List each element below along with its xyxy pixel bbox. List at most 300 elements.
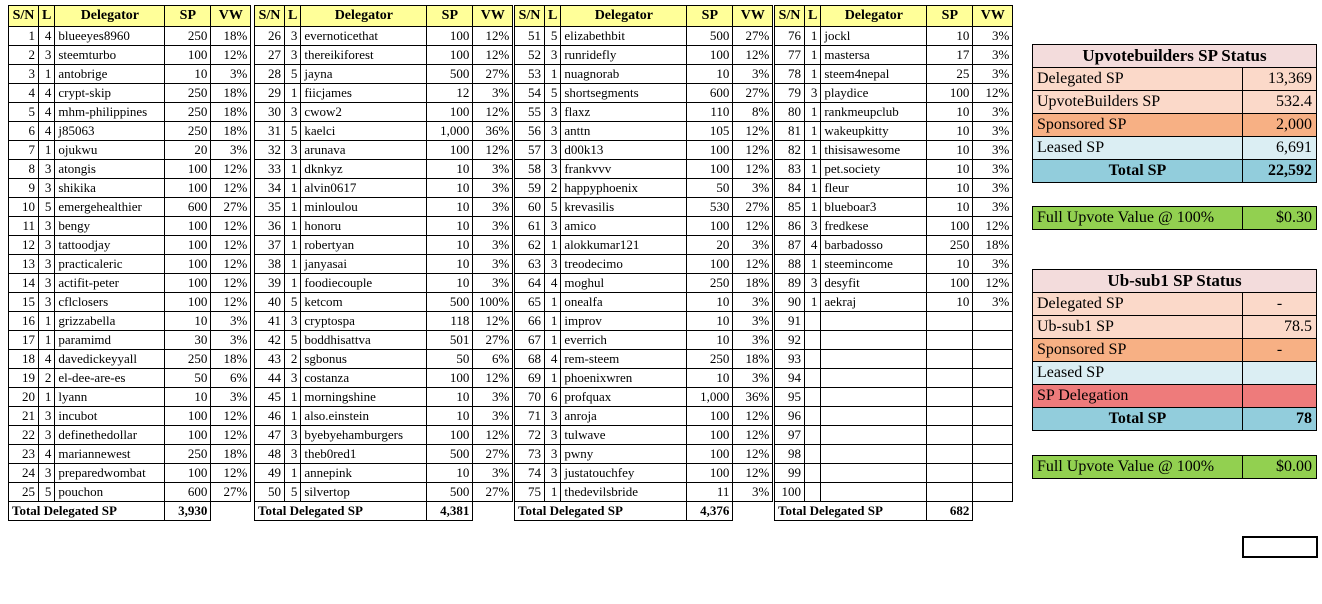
status-value[interactable]: 532.4	[1243, 91, 1317, 114]
table-cell[interactable]: cwow2	[301, 103, 427, 122]
table-cell[interactable]: 1	[805, 293, 821, 312]
table-cell[interactable]: 12	[427, 84, 473, 103]
table-cell[interactable]: 94	[775, 369, 805, 388]
table-cell[interactable]: 18%	[211, 84, 251, 103]
table-cell[interactable]: 50	[165, 369, 211, 388]
table-cell[interactable]: 12%	[211, 217, 251, 236]
table-cell[interactable]: 1	[285, 388, 301, 407]
table-cell[interactable]: 600	[165, 483, 211, 502]
table-cell[interactable]: atongis	[55, 160, 165, 179]
table-cell[interactable]: 12%	[473, 27, 513, 46]
table-cell[interactable]: 4	[39, 122, 55, 141]
table-cell[interactable]	[821, 464, 927, 483]
table-cell[interactable]: 1	[805, 255, 821, 274]
table-cell[interactable]: 4	[39, 103, 55, 122]
status-value[interactable]: 6,691	[1243, 137, 1317, 160]
table-cell[interactable]: 3	[39, 179, 55, 198]
table-cell[interactable]: wakeupkitty	[821, 122, 927, 141]
table-cell[interactable]: 3	[285, 369, 301, 388]
table-cell[interactable]: 1	[805, 198, 821, 217]
table-cell[interactable]: mhm-philippines	[55, 103, 165, 122]
table-cell[interactable]: tulwave	[561, 426, 687, 445]
table-cell[interactable]: 4	[9, 84, 39, 103]
table-cell[interactable]: 1	[285, 198, 301, 217]
table-cell[interactable]: 250	[165, 445, 211, 464]
table-cell[interactable]: 44	[255, 369, 285, 388]
table-cell[interactable]: 30	[255, 103, 285, 122]
table-cell[interactable]: 3	[285, 103, 301, 122]
table-cell[interactable]: 32	[255, 141, 285, 160]
table-cell[interactable]: 27%	[473, 483, 513, 502]
table-cell[interactable]: 27%	[473, 65, 513, 84]
table-cell[interactable]: 3	[545, 217, 561, 236]
table-cell[interactable]: 100	[165, 426, 211, 445]
table-cell[interactable]	[821, 407, 927, 426]
table-cell[interactable]	[973, 445, 1013, 464]
table-cell[interactable]: 27%	[473, 331, 513, 350]
table-cell[interactable]: cryptospa	[301, 312, 427, 331]
table-cell[interactable]: 86	[775, 217, 805, 236]
table-cell[interactable]: 12%	[211, 179, 251, 198]
table-cell[interactable]: 10	[427, 407, 473, 426]
table-cell[interactable]: 5	[285, 331, 301, 350]
table-cell[interactable]: 2	[285, 350, 301, 369]
table-cell[interactable]: 97	[775, 426, 805, 445]
table-cell[interactable]: 1	[545, 236, 561, 255]
table-cell[interactable]: 100	[165, 464, 211, 483]
status-value[interactable]	[1243, 385, 1317, 408]
table-cell[interactable]: 3%	[973, 293, 1013, 312]
table-cell[interactable]	[805, 426, 821, 445]
table-cell[interactable]: 98	[775, 445, 805, 464]
table-cell[interactable]: 3%	[473, 274, 513, 293]
table-cell[interactable]: 5	[285, 122, 301, 141]
table-cell[interactable]: 3%	[973, 103, 1013, 122]
table-cell[interactable]: 12%	[473, 46, 513, 65]
table-cell[interactable]: 100%	[473, 293, 513, 312]
table-cell[interactable]: 100	[165, 217, 211, 236]
table-cell[interactable]: 35	[255, 198, 285, 217]
table-cell[interactable]: 100	[165, 293, 211, 312]
table-cell[interactable]: 95	[775, 388, 805, 407]
table-cell[interactable]: 36%	[733, 388, 773, 407]
table-cell[interactable]: 13	[9, 255, 39, 274]
table-cell[interactable]: 5	[39, 483, 55, 502]
table-cell[interactable]: 500	[427, 65, 473, 84]
table-cell[interactable]: 79	[775, 84, 805, 103]
table-cell[interactable]: definethedollar	[55, 426, 165, 445]
table-cell[interactable]: dknkyz	[301, 160, 427, 179]
table-cell[interactable]: 90	[775, 293, 805, 312]
table-cell[interactable]: 3	[545, 255, 561, 274]
table-cell[interactable]	[805, 369, 821, 388]
table-cell[interactable]	[973, 369, 1013, 388]
table-cell[interactable]	[805, 350, 821, 369]
table-cell[interactable]: 10	[687, 293, 733, 312]
table-cell[interactable]: 76	[775, 27, 805, 46]
table-cell[interactable]: 4	[39, 84, 55, 103]
table-cell[interactable]: 21	[9, 407, 39, 426]
table-cell[interactable]: 10	[687, 331, 733, 350]
table-cell[interactable]	[973, 483, 1013, 502]
table-cell[interactable]: 91	[775, 312, 805, 331]
table-cell[interactable]: minloulou	[301, 198, 427, 217]
table-cell[interactable]: theb0red1	[301, 445, 427, 464]
table-cell[interactable]: rem-steem	[561, 350, 687, 369]
table-cell[interactable]: honoru	[301, 217, 427, 236]
table-cell[interactable]: 41	[255, 312, 285, 331]
table-cell[interactable]: 39	[255, 274, 285, 293]
table-cell[interactable]: incubot	[55, 407, 165, 426]
table-cell[interactable]: 50	[255, 483, 285, 502]
table-cell[interactable]: 36	[255, 217, 285, 236]
table-cell[interactable]: 100	[165, 274, 211, 293]
table-cell[interactable]: pouchon	[55, 483, 165, 502]
table-cell[interactable]: foodiecouple	[301, 274, 427, 293]
table-cell[interactable]: 3	[285, 27, 301, 46]
table-cell[interactable]: 3	[545, 46, 561, 65]
table-cell[interactable]: 74	[515, 464, 545, 483]
table-cell[interactable]: 5	[545, 84, 561, 103]
table-cell[interactable]: 85	[775, 198, 805, 217]
table-cell[interactable]: thedevilsbride	[561, 483, 687, 502]
table-cell[interactable]: fleur	[821, 179, 927, 198]
table-cell[interactable]: tattoodjay	[55, 236, 165, 255]
table-cell[interactable]: evernoticethat	[301, 27, 427, 46]
table-cell[interactable]: 22	[9, 426, 39, 445]
table-cell[interactable]: 33	[255, 160, 285, 179]
table-cell[interactable]: 12%	[733, 141, 773, 160]
table-cell[interactable]: 12%	[211, 236, 251, 255]
table-cell[interactable]: nuagnorab	[561, 65, 687, 84]
table-cell[interactable]: 27%	[473, 445, 513, 464]
table-cell[interactable]: flaxz	[561, 103, 687, 122]
table-cell[interactable]: 3	[39, 255, 55, 274]
table-cell[interactable]: 28	[255, 65, 285, 84]
table-cell[interactable]: 1	[285, 217, 301, 236]
table-cell[interactable]: 12%	[733, 46, 773, 65]
table-cell[interactable]: 12%	[733, 407, 773, 426]
table-cell[interactable]: 250	[927, 236, 973, 255]
table-cell[interactable]: happyphoenix	[561, 179, 687, 198]
table-cell[interactable]: 100	[687, 464, 733, 483]
table-cell[interactable]: shortsegments	[561, 84, 687, 103]
table-cell[interactable]: frankvvv	[561, 160, 687, 179]
table-cell[interactable]: 100	[165, 236, 211, 255]
table-cell[interactable]: 12%	[211, 426, 251, 445]
table-cell[interactable]	[805, 483, 821, 502]
table-cell[interactable]	[805, 388, 821, 407]
table-cell[interactable]: 1	[285, 407, 301, 426]
table-cell[interactable]: 10	[927, 293, 973, 312]
table-cell[interactable]: 81	[775, 122, 805, 141]
table-cell[interactable]: 3%	[973, 255, 1013, 274]
table-cell[interactable]: 87	[775, 236, 805, 255]
table-cell[interactable]: 88	[775, 255, 805, 274]
table-cell[interactable]: 3%	[733, 236, 773, 255]
table-cell[interactable]: 1	[805, 65, 821, 84]
table-cell[interactable]: 67	[515, 331, 545, 350]
table-cell[interactable]: ketcom	[301, 293, 427, 312]
table-cell[interactable]: 3	[285, 46, 301, 65]
table-cell[interactable]: 14	[9, 274, 39, 293]
table-cell[interactable]: 73	[515, 445, 545, 464]
table-cell[interactable]: 1	[805, 122, 821, 141]
table-cell[interactable]: 3	[39, 293, 55, 312]
table-cell[interactable]: 3	[805, 84, 821, 103]
table-cell[interactable]: 3	[545, 160, 561, 179]
table-cell[interactable]: emergehealthier	[55, 198, 165, 217]
table-cell[interactable]: 42	[255, 331, 285, 350]
table-cell[interactable]: 3	[39, 407, 55, 426]
table-cell[interactable]: 3%	[211, 65, 251, 84]
table-cell[interactable]: playdice	[821, 84, 927, 103]
table-cell[interactable]	[973, 350, 1013, 369]
table-cell[interactable]: 12%	[473, 426, 513, 445]
table-cell[interactable]: 10	[927, 103, 973, 122]
table-cell[interactable]: 3	[285, 445, 301, 464]
table-cell[interactable]: practicaleric	[55, 255, 165, 274]
table-cell[interactable]: el-dee-are-es	[55, 369, 165, 388]
table-cell[interactable]: 3%	[473, 407, 513, 426]
table-cell[interactable]: 250	[687, 274, 733, 293]
table-cell[interactable]: 4	[545, 274, 561, 293]
table-cell[interactable]: 100	[687, 217, 733, 236]
table-cell[interactable]: 10	[9, 198, 39, 217]
table-cell[interactable]: 1	[39, 141, 55, 160]
table-cell[interactable]: 3	[39, 274, 55, 293]
table-cell[interactable]: 5	[285, 293, 301, 312]
table-cell[interactable]: 7	[9, 141, 39, 160]
table-cell[interactable]	[805, 407, 821, 426]
table-cell[interactable]: 100	[427, 141, 473, 160]
table-cell[interactable]: 3	[39, 464, 55, 483]
table-cell[interactable]: 100	[687, 255, 733, 274]
table-cell[interactable]: 100	[687, 46, 733, 65]
table-cell[interactable]: 58	[515, 160, 545, 179]
table-cell[interactable]: 6%	[473, 350, 513, 369]
table-cell[interactable]: paramimd	[55, 331, 165, 350]
table-cell[interactable]: 1	[39, 331, 55, 350]
table-cell[interactable]	[821, 331, 927, 350]
table-cell[interactable]	[973, 388, 1013, 407]
table-cell[interactable]: 69	[515, 369, 545, 388]
table-cell[interactable]: 10	[687, 369, 733, 388]
table-cell[interactable]: 500	[427, 445, 473, 464]
table-cell[interactable]: 25	[9, 483, 39, 502]
table-cell[interactable]: 3	[545, 445, 561, 464]
table-cell[interactable]: 3%	[473, 217, 513, 236]
table-cell[interactable]: 27	[255, 46, 285, 65]
table-cell[interactable]: 100	[165, 160, 211, 179]
table-cell[interactable]: improv	[561, 312, 687, 331]
table-cell[interactable]: 3%	[473, 464, 513, 483]
table-cell[interactable]: sgbonus	[301, 350, 427, 369]
table-cell[interactable]: 3%	[473, 255, 513, 274]
table-cell[interactable]: 27%	[211, 483, 251, 502]
table-cell[interactable]: 10	[427, 274, 473, 293]
table-cell[interactable]: 100	[165, 255, 211, 274]
table-cell[interactable]: 1	[805, 46, 821, 65]
table-cell[interactable]: 52	[515, 46, 545, 65]
table-cell[interactable]: 1	[285, 179, 301, 198]
table-cell[interactable]: 10	[927, 160, 973, 179]
table-cell[interactable]: 12%	[211, 160, 251, 179]
table-cell[interactable]: steemturbo	[55, 46, 165, 65]
table-cell[interactable]: 100	[427, 426, 473, 445]
table-cell[interactable]: 1	[545, 293, 561, 312]
table-cell[interactable]: 30	[165, 331, 211, 350]
table-cell[interactable]: 40	[255, 293, 285, 312]
table-cell[interactable]: 100	[687, 141, 733, 160]
table-cell[interactable]: fredkese	[821, 217, 927, 236]
table-cell[interactable]: 12%	[973, 84, 1013, 103]
table-cell[interactable]: 3%	[973, 65, 1013, 84]
table-cell[interactable]: 53	[515, 65, 545, 84]
table-cell[interactable]: 18%	[211, 350, 251, 369]
table-cell[interactable]: 3%	[473, 236, 513, 255]
table-cell[interactable]: cflclosers	[55, 293, 165, 312]
table-cell[interactable]: j85063	[55, 122, 165, 141]
table-cell[interactable]: 1,000	[427, 122, 473, 141]
table-cell[interactable]: rankmeupclub	[821, 103, 927, 122]
table-cell[interactable]: pet.society	[821, 160, 927, 179]
table-cell[interactable]: ojukwu	[55, 141, 165, 160]
table-cell[interactable]: moghul	[561, 274, 687, 293]
table-cell[interactable]: 59	[515, 179, 545, 198]
table-cell[interactable]: 4	[39, 350, 55, 369]
table-cell[interactable]: 1,000	[687, 388, 733, 407]
table-cell[interactable]: 10	[427, 179, 473, 198]
table-cell[interactable]: 57	[515, 141, 545, 160]
table-cell[interactable]: 24	[9, 464, 39, 483]
table-cell[interactable]: 5	[39, 198, 55, 217]
status-value[interactable]: -	[1243, 339, 1317, 362]
table-cell[interactable]	[821, 445, 927, 464]
table-cell[interactable]: 92	[775, 331, 805, 350]
table-cell[interactable]: 3%	[733, 483, 773, 502]
table-cell[interactable]	[927, 388, 973, 407]
table-cell[interactable]: 1	[39, 312, 55, 331]
table-cell[interactable]: 46	[255, 407, 285, 426]
table-cell[interactable]	[927, 331, 973, 350]
table-cell[interactable]: 18%	[973, 236, 1013, 255]
table-cell[interactable]: 500	[427, 483, 473, 502]
table-cell[interactable]: 10	[165, 388, 211, 407]
table-cell[interactable]: 9	[9, 179, 39, 198]
table-cell[interactable]: 500	[687, 27, 733, 46]
table-cell[interactable]: 18%	[211, 103, 251, 122]
table-cell[interactable]: 12%	[733, 464, 773, 483]
table-cell[interactable]: 3	[285, 426, 301, 445]
table-cell[interactable]: 27%	[733, 198, 773, 217]
table-cell[interactable]: 4	[39, 27, 55, 46]
table-cell[interactable]: 1	[285, 160, 301, 179]
table-cell[interactable]: 10	[927, 255, 973, 274]
table-cell[interactable]	[973, 426, 1013, 445]
table-cell[interactable]: 3%	[973, 179, 1013, 198]
table-cell[interactable]: 17	[9, 331, 39, 350]
table-cell[interactable]: 12	[9, 236, 39, 255]
table-cell[interactable]: 1	[805, 103, 821, 122]
table-cell[interactable]: boddhisattva	[301, 331, 427, 350]
table-cell[interactable]: 100	[165, 179, 211, 198]
status-value[interactable]: 78.5	[1243, 316, 1317, 339]
table-cell[interactable]: 3	[285, 312, 301, 331]
table-cell[interactable]: 11	[9, 217, 39, 236]
table-cell[interactable]: 61	[515, 217, 545, 236]
table-cell[interactable]: steemincome	[821, 255, 927, 274]
table-cell[interactable]: 12%	[211, 464, 251, 483]
table-cell[interactable]: 3%	[733, 331, 773, 350]
table-cell[interactable]: 78	[775, 65, 805, 84]
table-cell[interactable]: 100	[927, 274, 973, 293]
table-cell[interactable]: 105	[687, 122, 733, 141]
table-cell[interactable]: 18	[9, 350, 39, 369]
table-cell[interactable]: 12%	[733, 160, 773, 179]
table-cell[interactable]: runridefly	[561, 46, 687, 65]
table-cell[interactable]: 43	[255, 350, 285, 369]
table-cell[interactable]: 3	[545, 426, 561, 445]
table-cell[interactable]: 70	[515, 388, 545, 407]
table-cell[interactable]: 3	[545, 407, 561, 426]
status-value[interactable]	[1243, 362, 1317, 385]
table-cell[interactable]: 100	[687, 426, 733, 445]
table-cell[interactable]: 15	[9, 293, 39, 312]
table-cell[interactable]: 10	[165, 312, 211, 331]
table-cell[interactable]: 75	[515, 483, 545, 502]
table-cell[interactable]: 12%	[733, 255, 773, 274]
table-cell[interactable]: 66	[515, 312, 545, 331]
table-cell[interactable]: 56	[515, 122, 545, 141]
table-cell[interactable]: 3	[805, 217, 821, 236]
table-cell[interactable]	[927, 464, 973, 483]
table-cell[interactable]: 10	[687, 65, 733, 84]
table-cell[interactable]: bengy	[55, 217, 165, 236]
table-cell[interactable]: mastersa	[821, 46, 927, 65]
table-cell[interactable]: silvertop	[301, 483, 427, 502]
table-cell[interactable]: 3	[9, 65, 39, 84]
table-cell[interactable]: 10	[927, 122, 973, 141]
table-cell[interactable]: pwny	[561, 445, 687, 464]
table-cell[interactable]: 5	[285, 483, 301, 502]
table-cell[interactable]: 4	[545, 350, 561, 369]
table-cell[interactable]: 3%	[211, 331, 251, 350]
table-cell[interactable]: 3%	[473, 160, 513, 179]
table-cell[interactable]: 530	[687, 198, 733, 217]
table-cell[interactable]: costanza	[301, 369, 427, 388]
table-cell[interactable]: 10	[427, 160, 473, 179]
table-cell[interactable]	[927, 350, 973, 369]
table-cell[interactable]: 38	[255, 255, 285, 274]
table-cell[interactable]: 600	[687, 84, 733, 103]
table-cell[interactable]: 20	[687, 236, 733, 255]
table-cell[interactable]	[805, 464, 821, 483]
table-cell[interactable]: anttn	[561, 122, 687, 141]
table-cell[interactable]: 3%	[733, 312, 773, 331]
table-cell[interactable]: 49	[255, 464, 285, 483]
table-cell[interactable]: actifit-peter	[55, 274, 165, 293]
table-cell[interactable]: 12%	[211, 255, 251, 274]
table-cell[interactable]: 1	[805, 179, 821, 198]
table-cell[interactable]: 2	[545, 179, 561, 198]
table-cell[interactable]: 5	[545, 27, 561, 46]
table-cell[interactable]: thisisawesome	[821, 141, 927, 160]
table-cell[interactable]: 1	[285, 255, 301, 274]
table-cell[interactable]: 77	[775, 46, 805, 65]
table-cell[interactable]: 100	[927, 84, 973, 103]
table-cell[interactable]: desyfit	[821, 274, 927, 293]
